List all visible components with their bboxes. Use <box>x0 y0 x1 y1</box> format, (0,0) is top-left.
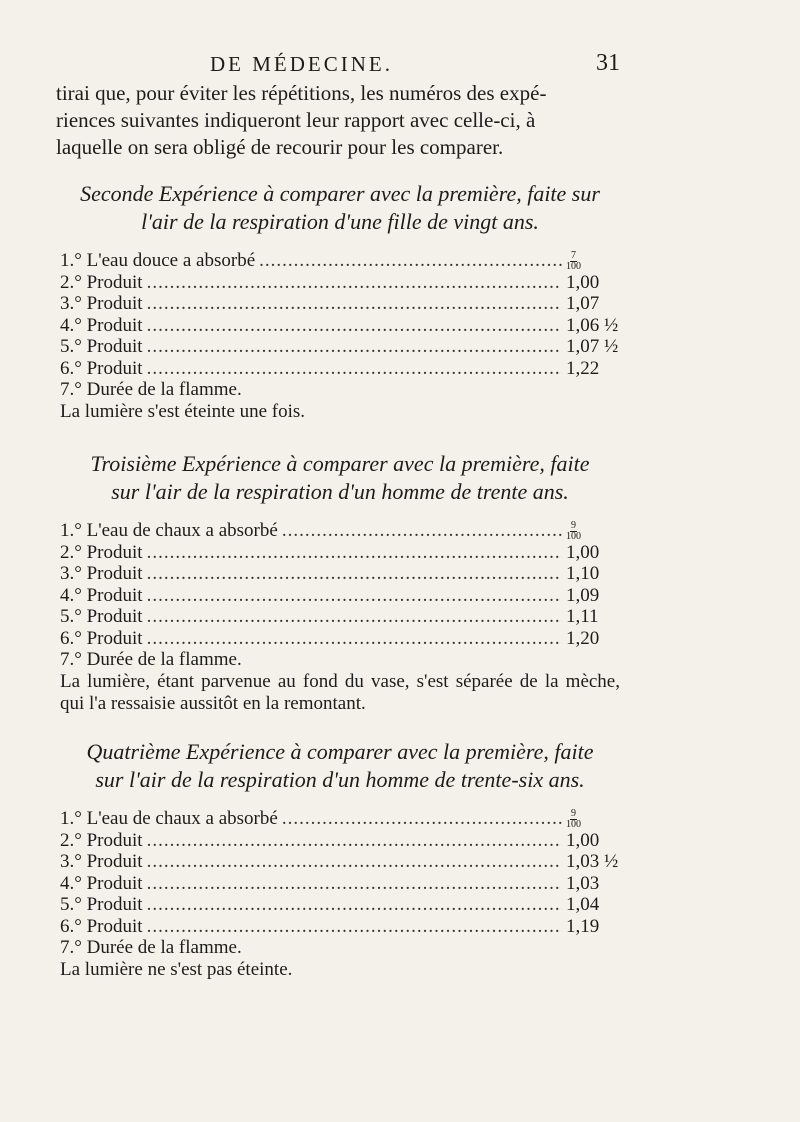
experiment-title-line: sur l'air de la respiration d'un homme de trente ans. <box>111 479 569 504</box>
intro-line: tirai que, pour éviter les répétitions, les numéros des expé- <box>56 81 547 105</box>
experiment-title <box>60 180 620 236</box>
result-label: 5.° Produit <box>60 606 143 627</box>
fraction-denominator: 100 <box>566 531 581 543</box>
intro-line: riences suivantes indiqueront leur rapport avec celle-ci, à <box>56 108 536 132</box>
dot-leader <box>147 628 562 650</box>
intro-line: laquelle on sera obligé de recourir pour les comparer. <box>56 135 504 159</box>
experiment-note: La lumière, étant parvenue au fond du vase, s'est séparée de la mèche, qui l'a ressaisie aussitôt en la remontant. <box>60 670 620 714</box>
result-row <box>60 542 620 564</box>
dot-leader <box>147 585 562 607</box>
dot-leader <box>147 563 562 585</box>
experiment-block <box>60 738 620 981</box>
experiment-title-line: Quatrième Expérience à comparer avec la première, faite <box>86 739 594 764</box>
dot-leader <box>282 808 562 830</box>
result-value: 1,03 <box>566 872 600 894</box>
result-label: 6.° Produit <box>60 357 143 379</box>
result-row <box>60 916 620 938</box>
result-label: 4.° Produit <box>60 584 143 606</box>
dot-leader <box>147 542 562 564</box>
dot-leader <box>147 873 562 895</box>
result-row <box>60 358 620 380</box>
experiment-title-line: Troisième Expérience à comparer avec la première, faite <box>90 451 590 476</box>
fraction <box>566 521 581 542</box>
result-row <box>60 336 620 358</box>
experiment-block <box>60 450 620 715</box>
fraction-numerator: 9 <box>571 808 576 820</box>
experiment-note: La lumière s'est éteinte une fois. <box>60 400 306 422</box>
result-value: 1,07 ½ <box>566 336 619 357</box>
experiment-title-line: l'air de la respiration d'une fille de vingt ans. <box>141 209 539 234</box>
result-row <box>60 606 620 628</box>
result-label: 5.° Produit <box>60 336 143 357</box>
result-row <box>60 250 620 272</box>
result-row <box>60 585 620 607</box>
result-value: 1,11 <box>566 606 599 627</box>
flame-duration-row: 7.° Durée de la flamme. <box>60 649 242 670</box>
result-label: 6.° Produit <box>60 915 143 937</box>
experiment-block <box>60 180 620 423</box>
experiment-title-line: Seconde Expérience à comparer avec la première, faite sur <box>80 181 600 206</box>
result-value: 1,04 <box>566 894 600 915</box>
result-value <box>566 250 620 272</box>
result-row <box>60 520 620 542</box>
result-row <box>60 628 620 650</box>
result-label: 2.° Produit <box>60 541 143 563</box>
result-label: 1.° L'eau de chaux a absorbé <box>60 808 278 829</box>
fraction <box>566 251 581 272</box>
dot-leader <box>259 250 562 272</box>
fraction-denominator: 100 <box>566 819 581 831</box>
dot-leader <box>147 358 562 380</box>
result-value: 1,19 <box>566 915 600 937</box>
result-row <box>60 851 620 873</box>
result-label: 2.° Produit <box>60 271 143 293</box>
result-label: 3.° Produit <box>60 851 143 872</box>
result-value: 1,10 <box>566 563 600 584</box>
dot-leader <box>147 916 562 938</box>
fraction-numerator: 7 <box>571 250 576 262</box>
result-row <box>60 293 620 315</box>
results-list <box>60 250 620 379</box>
result-value: 1,20 <box>566 627 600 649</box>
result-value: 1,06 ½ <box>566 314 619 336</box>
result-label: 4.° Produit <box>60 872 143 894</box>
dot-leader <box>282 520 562 542</box>
result-value: 1,07 <box>566 293 600 314</box>
result-value: 1,00 <box>566 271 600 293</box>
dot-leader <box>147 851 562 873</box>
experiment-title <box>60 738 620 794</box>
fraction <box>566 809 581 830</box>
results-list <box>60 520 620 649</box>
dot-leader <box>147 830 562 852</box>
result-label: 2.° Produit <box>60 829 143 851</box>
dot-leader <box>147 293 562 315</box>
result-value <box>566 520 620 542</box>
result-row <box>60 808 620 830</box>
experiment-title-line: sur l'air de la respiration d'un homme de trente-six ans. <box>95 767 585 792</box>
result-value: 1,03 ½ <box>566 851 619 872</box>
result-label: 3.° Produit <box>60 293 143 314</box>
result-value <box>566 808 620 830</box>
result-row <box>60 563 620 585</box>
experiment-note: La lumière ne s'est pas éteinte. <box>60 958 293 980</box>
dot-leader <box>147 272 562 294</box>
flame-duration-row: 7.° Durée de la flamme. <box>60 937 242 958</box>
result-value: 1,22 <box>566 357 600 379</box>
page-header <box>60 50 620 84</box>
flame-duration-row: 7.° Durée de la flamme. <box>60 379 242 400</box>
result-label: 5.° Produit <box>60 894 143 915</box>
experiment-title <box>60 450 620 506</box>
result-row <box>60 830 620 852</box>
page-number: 31 <box>596 50 620 76</box>
result-label: 1.° L'eau de chaux a absorbé <box>60 520 278 541</box>
result-row <box>60 873 620 895</box>
result-value: 1,00 <box>566 829 600 851</box>
result-label: 3.° Produit <box>60 563 143 584</box>
result-label: 4.° Produit <box>60 314 143 336</box>
fraction-numerator: 9 <box>571 520 576 532</box>
dot-leader <box>147 606 562 628</box>
result-label: 6.° Produit <box>60 627 143 649</box>
result-row <box>60 272 620 294</box>
running-head: DE MÉDECINE. <box>210 52 393 76</box>
result-row <box>60 894 620 916</box>
results-list <box>60 808 620 937</box>
fraction-denominator: 100 <box>566 261 581 273</box>
result-label: 1.° L'eau douce a absorbé <box>60 250 256 271</box>
dot-leader <box>147 894 562 916</box>
intro-paragraph <box>56 80 616 161</box>
result-value: 1,00 <box>566 541 600 563</box>
dot-leader <box>147 315 562 337</box>
dot-leader <box>147 336 562 358</box>
result-row <box>60 315 620 337</box>
result-value: 1,09 <box>566 584 600 606</box>
